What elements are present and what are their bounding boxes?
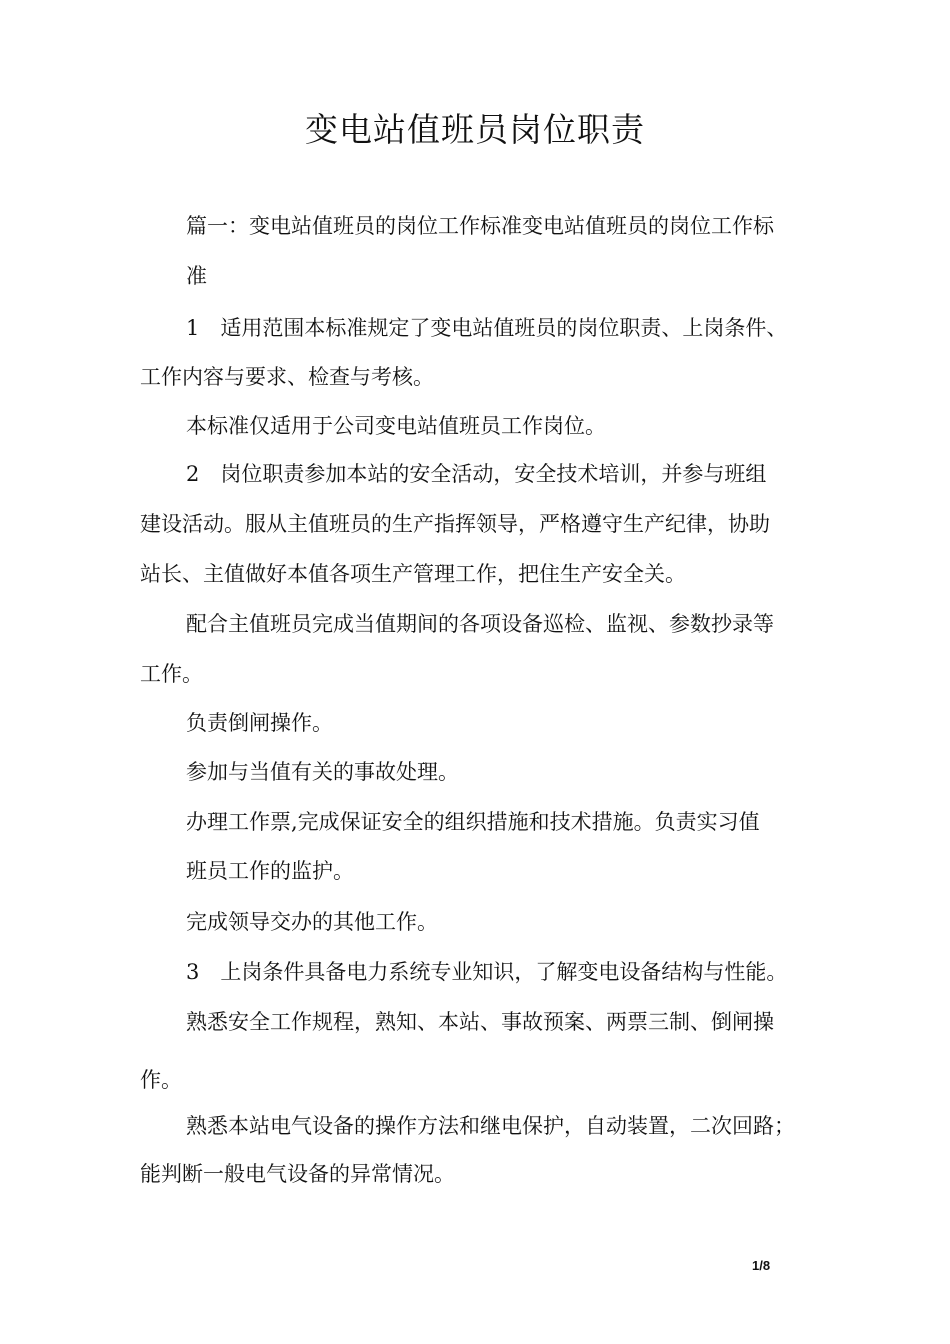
document-title: 变电站值班员岗位职责: [305, 110, 645, 149]
paragraph-line: 工作。: [140, 662, 203, 686]
paragraph-line: 能判断一般电气设备的异常情况。: [140, 1162, 455, 1186]
paragraph-line: 站长、主值做好本值各项生产管理工作，把住生产安全关。: [140, 562, 686, 586]
paragraph-line: 配合主值班员完成当值期间的各项设备巡检、监视、参数抄录等: [186, 612, 774, 636]
paragraph-line: 工作内容与要求、检查与考核。: [140, 365, 434, 389]
paragraph-line: 1 适用范围本标准规定了变电站值班员的岗位职责、上岗条件、: [186, 316, 788, 340]
paragraph-line: 准: [186, 264, 207, 288]
paragraph-line: 3 上岗条件具备电力系统专业知识，了解变电设备结构与性能。: [186, 960, 788, 984]
paragraph-line: 篇一：变电站值班员的岗位工作标准变电站值班员的岗位工作标: [186, 214, 774, 238]
paragraph-line: 建设活动。服从主值班员的生产指挥领导，严格遵守生产纪律，协助: [140, 512, 770, 536]
paragraph-line: 熟悉本站电气设备的操作方法和继电保护，自动装置，二次回路；: [186, 1114, 795, 1138]
paragraph-line: 完成领导交办的其他工作。: [186, 910, 438, 934]
paragraph-line: 2 岗位职责参加本站的安全活动，安全技术培训，并参与班组: [186, 462, 767, 486]
page-number: 1/8: [752, 1258, 771, 1273]
paragraph-line: 熟悉安全工作规程，熟知、本站、事故预案、两票三制、倒闸操: [186, 1010, 774, 1034]
paragraph-line: 本标准仅适用于公司变电站值班员工作岗位。: [186, 414, 606, 438]
paragraph-line: 班员工作的监护。: [186, 859, 354, 883]
paragraph-line: 参加与当值有关的事故处理。: [186, 760, 459, 784]
paragraph-line: 负责倒闸操作。: [186, 711, 333, 735]
paragraph-line: 作。: [140, 1068, 182, 1092]
paragraph-line: 办理工作票,完成保证安全的组织措施和技术措施。负责实习值: [186, 810, 760, 834]
